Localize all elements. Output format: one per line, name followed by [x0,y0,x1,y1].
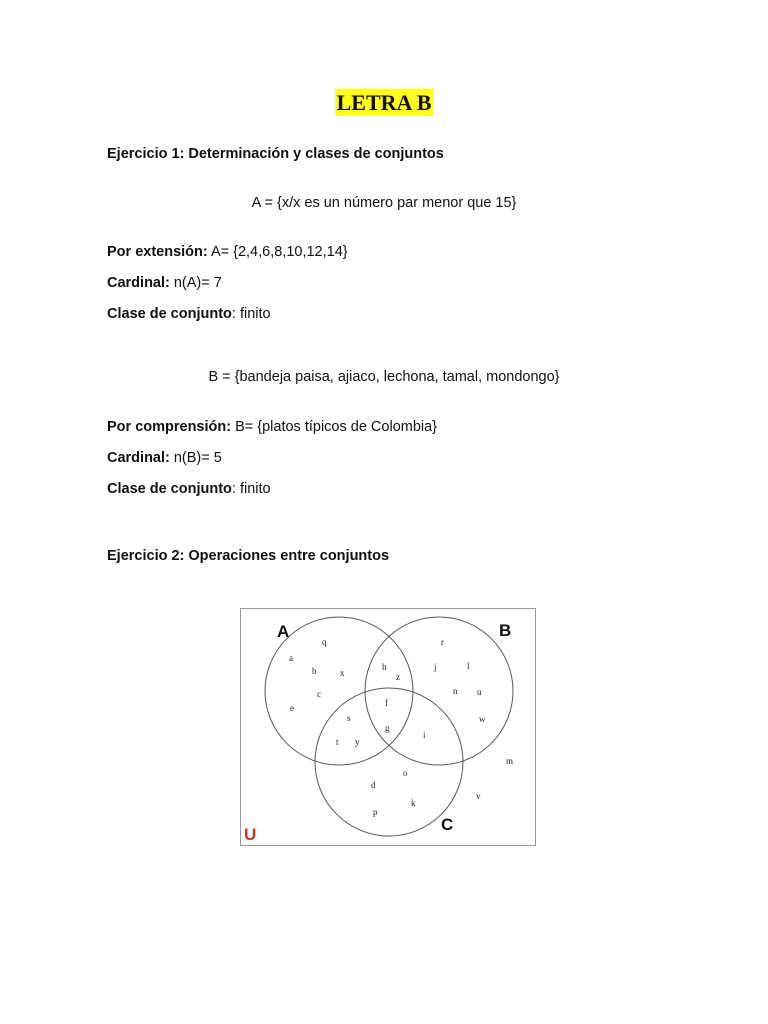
comprension-label: Por comprensión: [107,419,232,435]
set-b-circle [365,617,513,765]
extension-label: Por extensión: [107,244,208,260]
element-a: a [289,653,293,663]
element-m: m [506,756,514,766]
element-f: f [385,698,388,708]
element-x: x [340,668,345,678]
class-a-label: Clase de conjunto [107,306,232,322]
element-v: v [476,791,481,801]
class-b-value: : finito [231,481,271,497]
extension-line [107,244,348,260]
set-b-label: B [499,621,512,640]
element-i: i [423,730,426,740]
element-e: e [290,703,294,713]
element-z: z [396,672,400,682]
element-k: k [411,798,416,808]
set-c-circle [315,688,463,836]
element-g: g [385,723,390,733]
cardinal-b-label: Cardinal: [107,450,170,466]
element-u: u [477,687,482,697]
cardinal-b-value: n(B)= 5 [169,450,222,466]
class-a-value: : finito [231,306,271,322]
class-a-line [107,306,271,322]
set-a-label: A [277,622,290,641]
element-w: w [479,714,486,724]
exercise-1-heading: Ejercicio 1: Determinación y clases de conjuntos [107,146,444,162]
venn-svg [241,609,535,845]
exercise-2-heading: Ejercicio 2: Operaciones entre conjuntos [107,548,390,564]
cardinal-a-value: n(A)= 7 [169,275,222,291]
element-y: y [355,737,360,747]
comprension-value: B= {platos típicos de Colombia} [231,419,438,435]
set-c-label: C [441,815,454,834]
element-d: d [371,780,376,790]
universe-label: U [244,825,257,844]
element-c: c [317,689,321,699]
cardinal-b-line [107,450,222,466]
element-r: r [441,637,444,647]
extension-value: A= {2,4,6,8,10,12,14} [207,244,348,260]
set-b-definition: B = {bandeja paisa, ajiaco, lechona, tamal, mondongo} [208,369,560,385]
venn-diagram [240,608,536,846]
element-n: n [453,686,458,696]
class-b-line [107,481,271,497]
element-j: j [434,662,437,672]
element-q: q [322,637,327,647]
class-b-label: Clase de conjunto [107,481,232,497]
element-p: p [373,807,378,817]
element-b: b [312,666,317,676]
element-l: l [467,661,470,671]
title-text: LETRA B [336,90,432,115]
element-o: o [403,768,408,778]
element-s: s [347,713,351,723]
cardinal-a-line [107,275,222,291]
title [0,90,768,116]
set-a-definition: A = {x/x es un número par menor que 15} [251,195,517,211]
comprension-line [107,419,437,435]
element-h: h [382,662,387,672]
cardinal-a-label: Cardinal: [107,275,170,291]
element-t: t [336,737,339,747]
